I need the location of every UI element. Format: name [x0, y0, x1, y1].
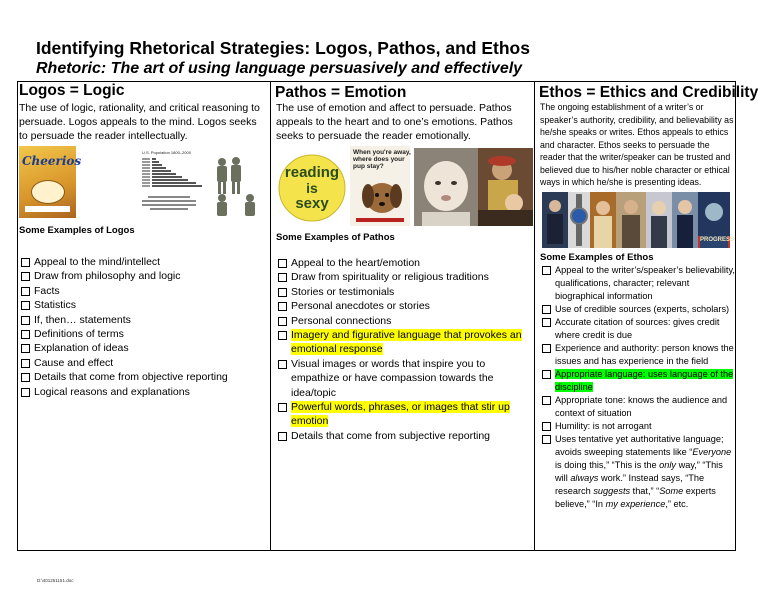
dog-poster-line2: where does your	[353, 156, 405, 163]
pathos-header: Pathos = Emotion	[275, 84, 407, 101]
ethos-last-item-segment: way,” “This will	[555, 460, 723, 483]
ethos-example-item-text: Humility: is not arrogant	[555, 421, 652, 431]
logos-example-item-text: Statistics	[34, 299, 77, 312]
ethos-example-item-text: Accurate citation of sources: gives credit where credit is due	[555, 317, 720, 340]
pathos-example-item	[277, 314, 529, 328]
page-title: Identifying Rhetorical Strategies: Logos, Pathos, and Ethos	[36, 38, 530, 58]
ethos-description: The ongoing establishment of a writer’s or speaker’s authority, credibility, and believability as he/she speaks or writes. Ethos appeals to ethics and character. Ethos seeks to persuade the reader that the writer/speaker can be trusted and believed due to his/her noble character or ethical ways in which he/she is presenting ideas.	[540, 102, 734, 187]
cheerios-box-image	[19, 146, 82, 218]
pathos-example-item-text: Personal anecdotes or stories	[291, 300, 430, 313]
baby-photo-image	[414, 148, 478, 226]
logos-example-item-text: Explanation of ideas	[34, 342, 129, 355]
pathos-example-item	[277, 256, 529, 270]
button-text-reading: reading	[284, 164, 340, 181]
column-divider	[534, 81, 535, 551]
page-subtitle: Rhetoric: The art of using language persuasively and effectively	[36, 60, 523, 77]
ethos-last-item-segment: work.” Instead says, “The research	[555, 473, 705, 496]
ethos-example-item	[541, 316, 735, 342]
ethos-example-item	[541, 303, 735, 316]
logos-examples-list	[20, 255, 268, 399]
logos-description: The use of logic, rationality, and critical reasoning to persuade. Logos appeals to the mind. Logos seeks to persuade the reader intellectually.	[19, 102, 260, 142]
logos-example-item	[20, 284, 268, 298]
progress-poster-text: PROGRESS	[700, 237, 735, 243]
ethos-last-item-segment: ,” etc.	[665, 499, 689, 509]
pathos-example-item	[277, 328, 529, 357]
ethos-last-item-segment: Everyone	[692, 447, 732, 457]
logos-example-item	[20, 370, 268, 384]
ethos-example-item-text: Experience and authority: person knows the issues and has experience in the field	[555, 343, 734, 366]
soldiers-image	[208, 152, 264, 218]
logos-example-item-text: Logical reasons and explanations	[34, 385, 190, 398]
ethos-last-item-segment: my experience	[605, 499, 666, 509]
pathos-example-item	[277, 285, 529, 299]
pathos-examples-list	[277, 256, 529, 443]
cheerios-logo-text: Cheerios	[22, 154, 82, 168]
ethos-last-item-segment: only	[659, 460, 677, 470]
logos-examples-heading: Some Examples of Logos	[19, 225, 135, 236]
logos-example-item-text: Details that come from objective reporting	[34, 371, 228, 384]
ethos-last-item-segment: always	[570, 473, 599, 483]
file-path-footer: D:\401251151.doc	[37, 578, 74, 583]
logos-example-item	[20, 298, 268, 312]
pathos-example-item-text: Draw from spirituality or religious traditions	[291, 271, 489, 284]
pathos-example-item	[277, 357, 529, 400]
ethos-example-item-text: Appeal to the writer’s/speaker’s believability, qualifications, character; relevant biographical information	[555, 265, 735, 301]
logos-example-item-text: If, then… statements	[34, 313, 131, 326]
reading-is-sexy-button-image	[278, 154, 346, 222]
ethos-last-item-segment: that,” “	[630, 486, 660, 496]
ethos-examples-heading: Some Examples of Ethos	[540, 252, 654, 263]
ethos-last-item-segment: Uses tentative yet authoritative language; avoids sweeping statements like “	[555, 434, 724, 457]
logos-example-item	[20, 255, 268, 269]
logos-example-item	[20, 356, 268, 370]
pathos-example-item-text: Appeal to the heart/emotion	[291, 257, 421, 269]
ethos-example-item-text: Appropriate tone: knows the audience and context of situation	[555, 395, 728, 418]
ethos-example-item	[541, 394, 735, 420]
pathos-example-item	[277, 299, 529, 313]
logos-example-item-text: Cause and effect	[34, 356, 114, 369]
pathos-example-item-text: Details that come from subjective reporting	[291, 429, 491, 442]
column-divider	[270, 81, 271, 551]
button-text-is: is	[306, 180, 318, 196]
logos-example-item-text: Definitions of terms	[34, 328, 124, 341]
ethos-collage-image	[542, 192, 735, 248]
logos-example-item-text: Draw from philosophy and logic	[34, 270, 181, 283]
ethos-header: Ethos = Ethics and Credibility	[539, 84, 759, 101]
logos-example-item-text: Facts	[34, 284, 60, 297]
pathos-example-item-text: Stories or testimonials	[291, 285, 395, 298]
pathos-example-item-text: Visual images or words that inspire you to empathize or have compassion towards the idea/topic	[291, 357, 494, 399]
pathos-example-item-text: Personal connections	[291, 314, 392, 327]
logos-example-item	[20, 327, 268, 341]
dog-poster-image	[350, 146, 410, 226]
pathos-example-item-text: Powerful words, phrases, or images that stir up emotion	[291, 401, 510, 428]
button-text-sexy: sexy	[295, 195, 329, 212]
pathos-example-item-text: Imagery and figurative language that provokes an emotional response	[291, 329, 522, 356]
ethos-last-item-segment: is doing this,” “This is the	[555, 460, 660, 470]
ethos-last-item-segment: Some	[659, 486, 684, 496]
ethos-example-item	[541, 368, 735, 394]
ethos-last-item-segment: experts believe,” “In	[555, 486, 716, 509]
dog-poster-line1: When you're away,	[353, 149, 411, 156]
logos-example-item	[20, 313, 268, 327]
ethos-example-item	[541, 264, 735, 303]
ethos-example-item	[541, 420, 735, 433]
logos-example-item	[20, 269, 268, 283]
pathos-examples-heading: Some Examples of Pathos	[276, 232, 395, 243]
ethos-example-item	[541, 342, 735, 368]
logos-example-item	[20, 385, 268, 399]
ethos-last-item-segment: suggests	[593, 486, 631, 496]
population-chart-image	[140, 150, 204, 192]
logos-example-item-text: Appeal to the mind/intellect	[34, 256, 161, 268]
pathos-description: The use of emotion and affect to persuade. Pathos appeals to the heart and to one’s emotions. Pathos seeks to persuade the reader emotionally.	[276, 102, 513, 142]
ethos-examples-list	[541, 264, 735, 511]
population-chart-title: U.S. Population 1800–2000	[142, 150, 191, 155]
dog-poster-line3: pup stay?	[353, 163, 384, 170]
firefighter-photo-image	[478, 148, 533, 226]
pathos-example-item	[277, 429, 529, 443]
ethos-example-item-text: Use of credible sources (experts, scholars)	[555, 304, 730, 314]
pathos-example-item	[277, 400, 529, 429]
chart-caption-image	[140, 194, 198, 216]
ethos-example-item-text: Appropriate language: uses language of the discipline	[555, 369, 734, 392]
ethos-example-item	[541, 433, 735, 511]
logos-example-item	[20, 341, 268, 355]
logos-header: Logos = Logic	[19, 82, 125, 99]
pathos-example-item	[277, 270, 529, 284]
